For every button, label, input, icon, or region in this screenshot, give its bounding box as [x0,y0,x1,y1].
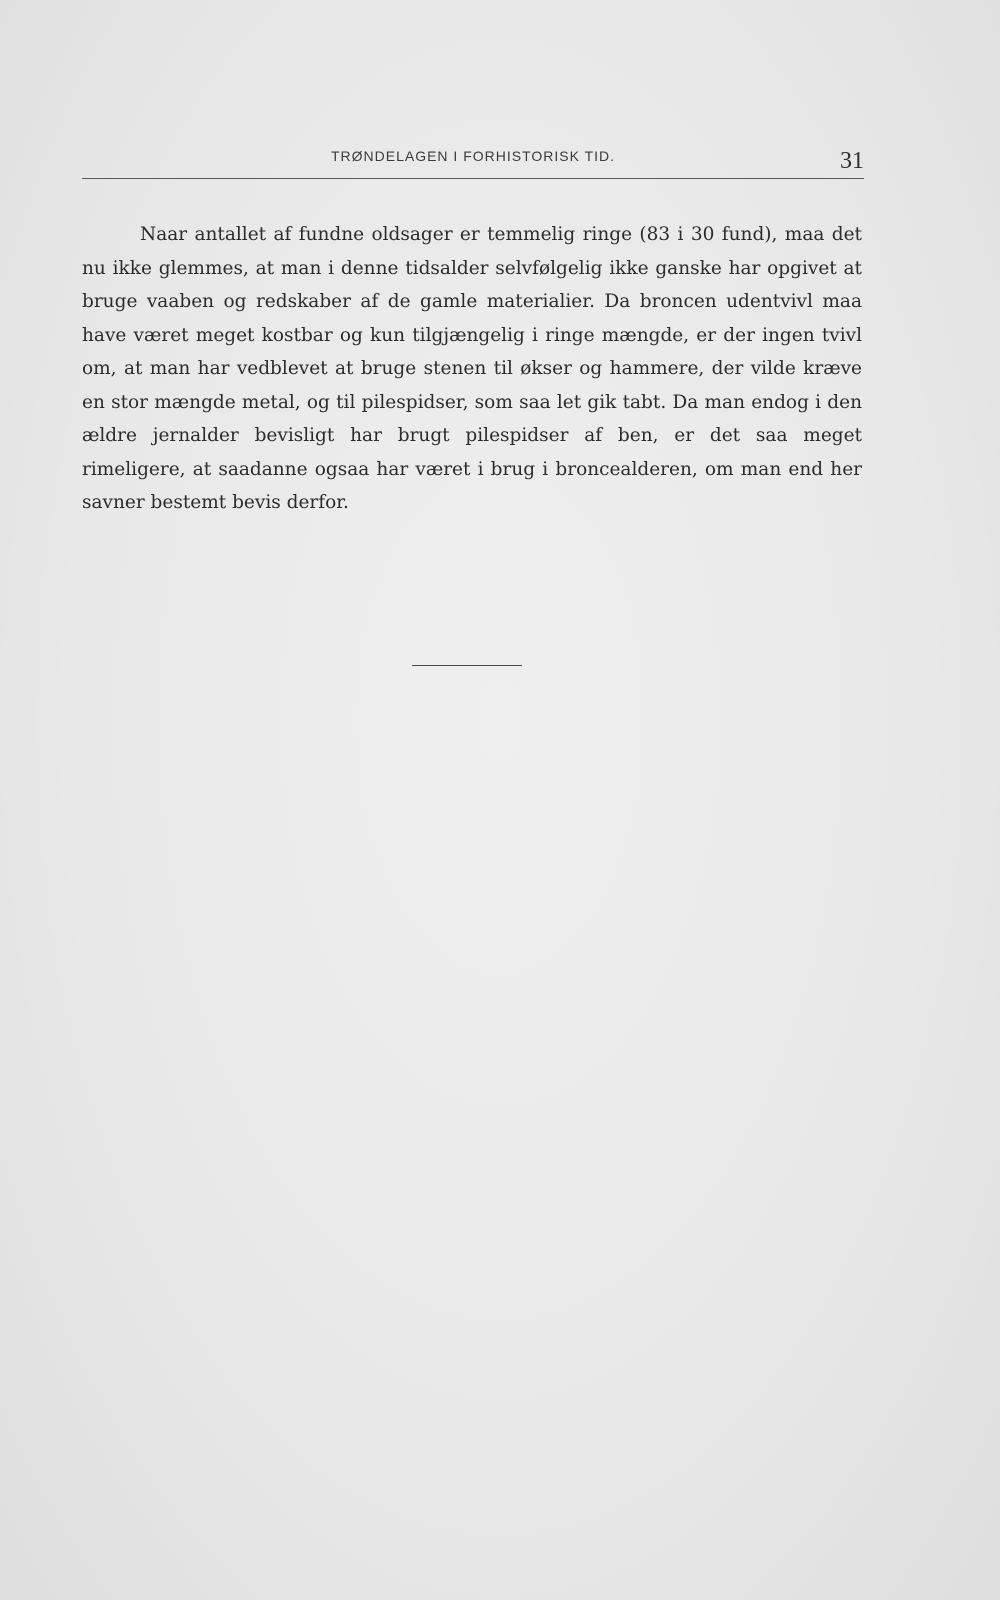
paragraph: Naar antallet af fundne oldsager er temmelig ringe (83 i 30 fund), maa det nu ikke glemmes, at man i denne tidsalder selvfølgelig ikke ganske har opgivet at bruge vaaben og redskaber af de gamle materialier. Da broncen udentvivl maa have været meget kostbar og kun tilgjængelig i ringe mængde, er der ingen tvivl om, at man har vedblevet at bruge stenen til økser og hammere, der vilde kræve en stor mængde metal, og til pilespidser, som saa let gik tabt. Da man endog i den ældre jernalder bevisligt har brugt pilespidser af ben, er det saa meget rimeligere, at saadanne ogsaa har været i brug i broncealderen, om man end her savner bestemt bevis derfor. [82,224,862,513]
end-rule [412,665,522,666]
body-text [82,218,862,520]
page-number: 31 [840,148,864,174]
running-title: TRØNDELAGEN I FORHISTORISK TID. [330,148,616,164]
header-rule [82,178,864,179]
page-header [82,148,864,180]
